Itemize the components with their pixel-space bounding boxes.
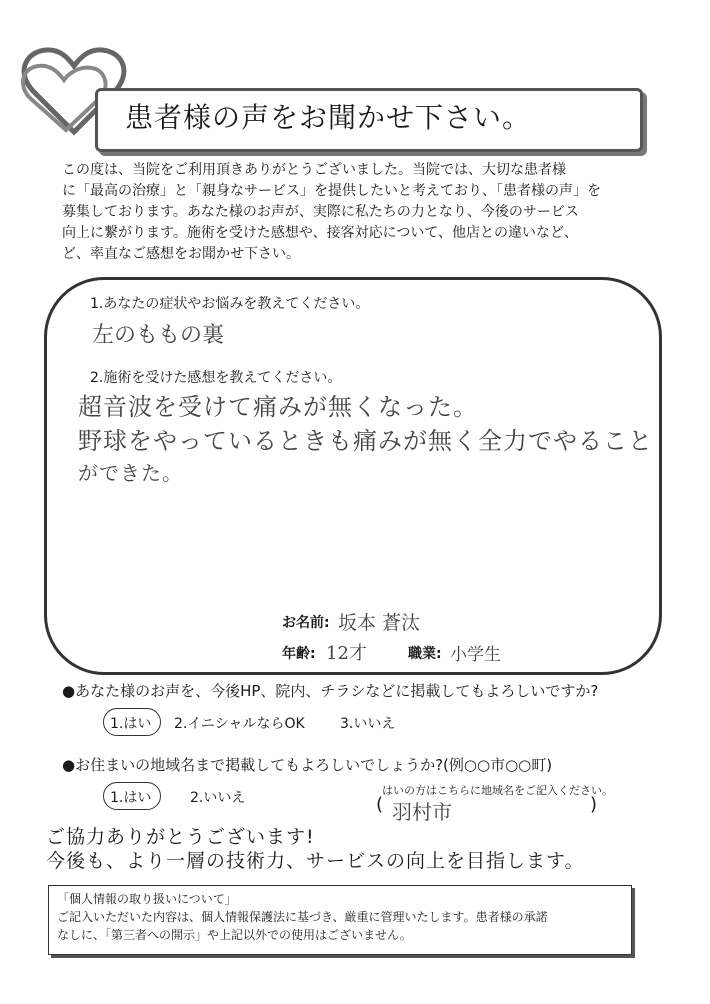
privacy-line: ご記入いただいた内容は、個人情報保護法に基づき、厳重に管理いたします。患者様の承諾 — [57, 910, 548, 924]
intro-text — [62, 160, 642, 265]
privacy-notice — [48, 885, 632, 955]
region-value[interactable]: 羽村市 — [392, 800, 452, 824]
region-option-no[interactable]: 2.いいえ — [190, 790, 246, 806]
intro-line: この度は、当院をご利用頂きありがとうございました。当院では、大切な患者様 — [62, 162, 566, 178]
publish-option-no[interactable]: 3.いいえ — [340, 716, 396, 732]
job-value: 小学生 — [450, 645, 501, 665]
thanks-line: ご協力ありがとうございます! — [46, 826, 315, 848]
name-value: 坂本 蒼汰 — [338, 612, 421, 634]
region-note: はいの方はこちらに地域名をご記入ください。 — [382, 784, 613, 797]
page-title: 患者様の声をお聞かせ下さい。 — [125, 101, 532, 134]
intro-line: 募集しております。あなた様のお声が、実際に私たちの力となり、今後のサービス — [62, 204, 579, 220]
job-label: 職業: — [408, 646, 442, 662]
age-value: 12才 — [326, 643, 367, 664]
intro-line: ど、率直なご感想をお聞かせ下さい。 — [62, 246, 300, 262]
intro-line: 向上に繋がります。施術を受けた感想や、接客対応について、他店との違いなど、 — [62, 225, 579, 241]
privacy-line: なしに、「第三者への開示」や上記以外での使用はございません。 — [57, 928, 412, 942]
publish-option-yes[interactable]: 1.はい — [110, 716, 152, 732]
thanks-line: 今後も、より一層の技術力、サービスの向上を目指します。 — [46, 850, 585, 872]
age-label: 年齢: — [282, 646, 316, 662]
intro-line: に「最高の治療」と「親身なサービス」を提供したいと考えており、「患者様の声」を — [62, 183, 601, 199]
publish-question: ●あなた様のお声を、今後HP、院内、チラシなどに掲載してもよろしいですか? — [62, 682, 599, 700]
paren-open: ( — [376, 794, 384, 815]
privacy-heading: 「個人情報の取り扱いについて」 — [57, 892, 237, 906]
question-2: 2.施術を受けた感想を教えてください。 — [90, 370, 342, 386]
answer-2-line: 野球をやっているときも痛みが無く全力でやること — [78, 427, 653, 455]
question-1: 1.あなたの症状やお悩みを教えてください。 — [90, 296, 370, 312]
region-option-yes[interactable]: 1.はい — [110, 790, 152, 806]
answer-1: 左のももの裏 — [92, 323, 225, 348]
answer-2-line: 超音波を受けて痛みが無くなった。 — [78, 393, 478, 421]
name-label: お名前: — [282, 615, 330, 631]
region-question: ●お住まいの地域名まで掲載してもよろしいでしょうか?(例○○市○○町) — [62, 756, 553, 774]
publish-option-initials[interactable]: 2.イニシャルならOK — [174, 716, 305, 732]
paren-close: ) — [590, 794, 598, 815]
answer-2-line: ができた。 — [78, 461, 183, 485]
